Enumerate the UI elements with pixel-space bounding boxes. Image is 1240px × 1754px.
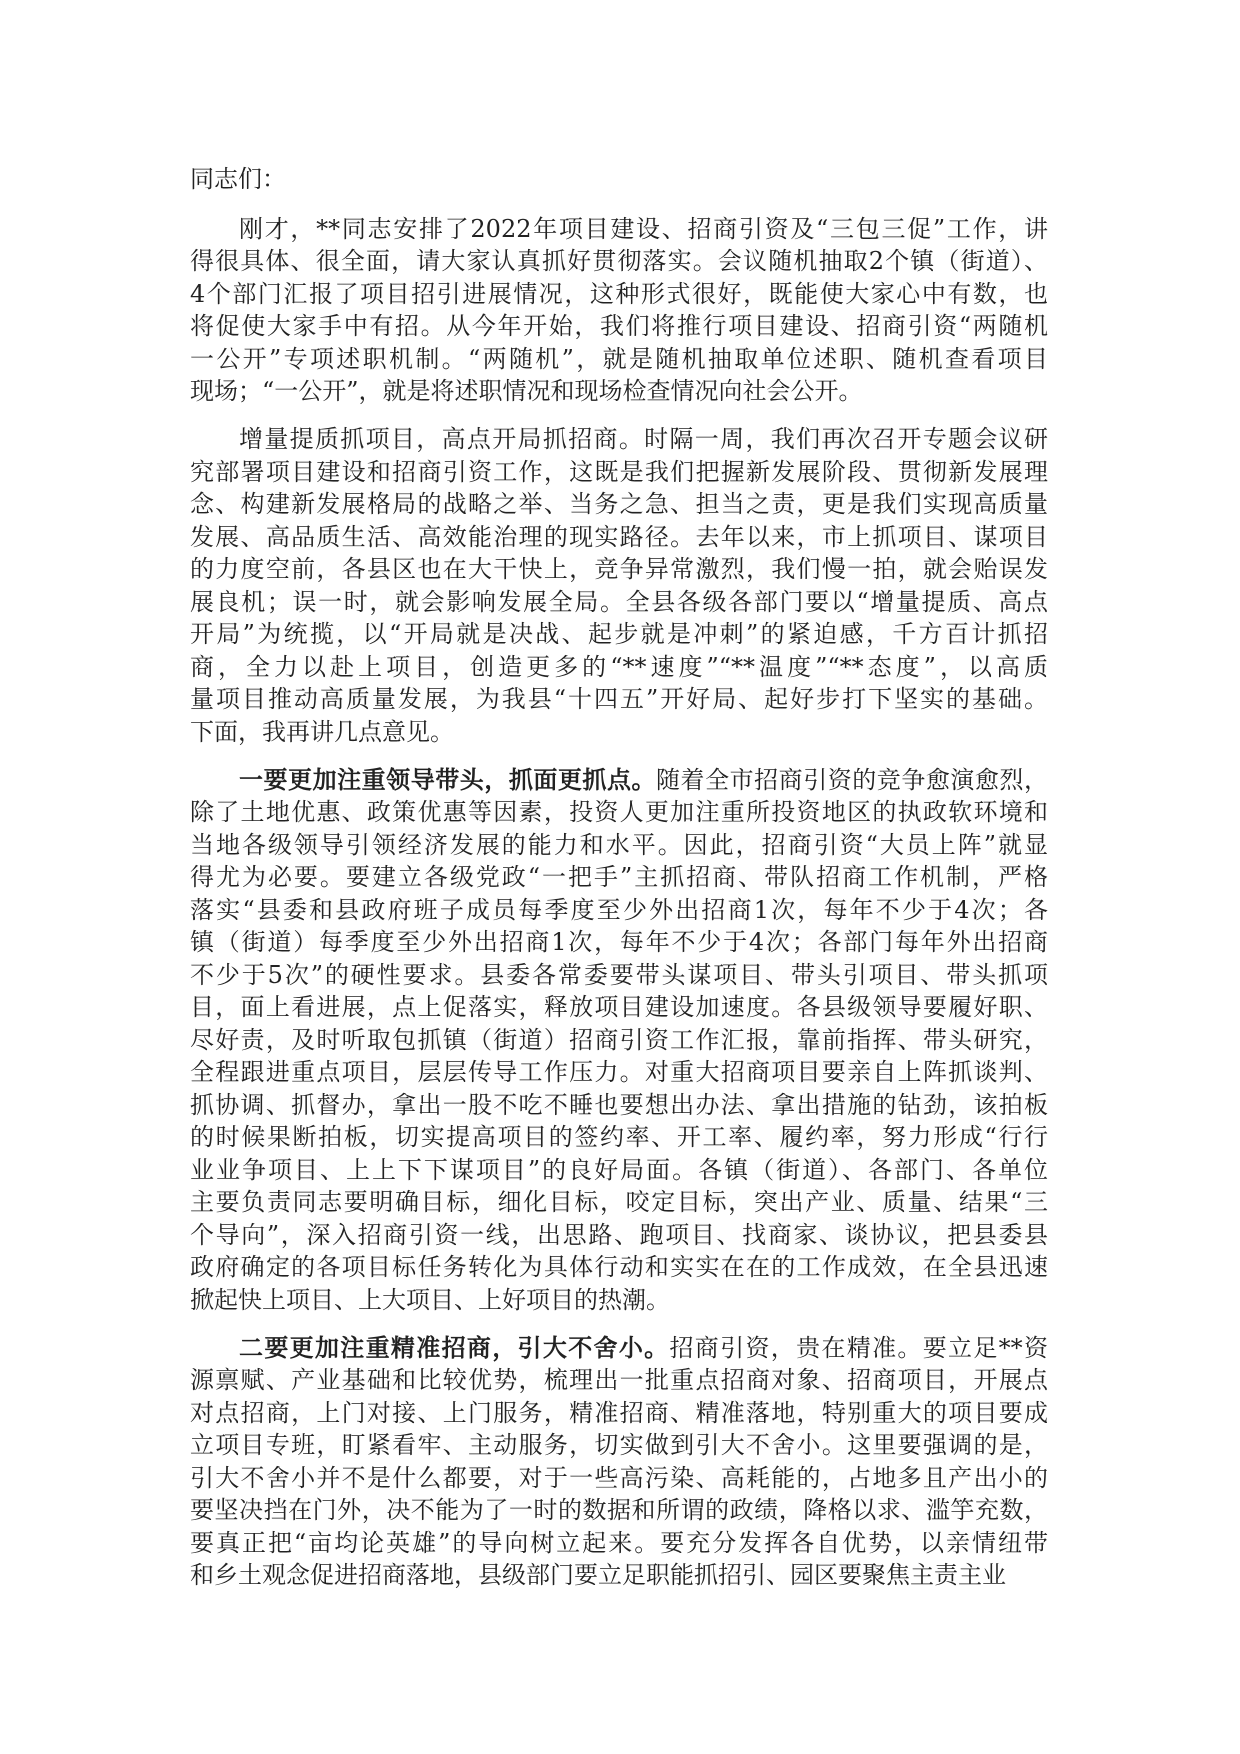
line-text: 的时候果断拍板，切实提高项目的签约率、开工率、履约率，努力形成“行行 bbox=[190, 1123, 1048, 1151]
line-text: 得尤为必要。要建立各级党政“一把手”主抓招商、带队招商工作机制，严格 bbox=[190, 863, 1048, 891]
text-line bbox=[190, 764, 1048, 797]
text-line bbox=[190, 1494, 1048, 1527]
text-line bbox=[190, 1154, 1048, 1187]
line-text: 开局”为统揽，以“开局就是决战、起步就是冲刺”的紧迫感，千方百计抓招 bbox=[190, 620, 1048, 648]
line-text: 招商引资，贵在精准。要立足**资 bbox=[669, 1333, 1048, 1362]
line-text: 主要负责同志要明确目标，细化目标，咬定目标，突出产业、质量、结果“三 bbox=[190, 1188, 1048, 1216]
line-text: 现场；“一公开”，就是将述职情况和现场检查情况向社会公开。 bbox=[190, 377, 863, 405]
text-line bbox=[190, 488, 1048, 521]
line-text: 下面，我再讲几点意见。 bbox=[190, 717, 454, 746]
paragraph-heading: 二要更加注重精准招商，引大不舍小。 bbox=[239, 1332, 670, 1362]
text-line bbox=[190, 1186, 1048, 1219]
line-text: 随着全市招商引资的竞争愈演愈烈， bbox=[656, 765, 1048, 794]
text-line bbox=[190, 1332, 1048, 1365]
line-text: 不少于5次”的硬性要求。县委各常委要带头谋项目、带头引项目、带头抓项 bbox=[190, 960, 1048, 989]
line-text: 落实“县委和县政府班子成员每季度至少外出招商1次，每年不少于4次；各 bbox=[190, 895, 1048, 924]
text-line bbox=[190, 1056, 1048, 1089]
text-line bbox=[190, 829, 1048, 862]
text-line bbox=[190, 456, 1048, 489]
text-line bbox=[190, 213, 1048, 246]
text-line bbox=[190, 716, 1048, 749]
text-line bbox=[190, 991, 1048, 1024]
line-text: 增量提质抓项目，高点开局抓招商。时隔一周，我们再次召开专题会议研 bbox=[239, 425, 1048, 453]
line-text: 得很具体、很全面，请大家认真抓好贯彻落实。会议随机抽取2个镇（街道）、 bbox=[190, 247, 1048, 275]
salutation: 同志们： bbox=[190, 165, 286, 193]
line-text: 业业争项目、上上下下谋项目”的良好局面。各镇（街道）、各部门、各单位 bbox=[190, 1155, 1048, 1184]
text-line bbox=[190, 1219, 1048, 1252]
document-body bbox=[190, 213, 1048, 1592]
text-line bbox=[190, 1089, 1048, 1122]
line-text: 尽好责，及时听取包抓镇（街道）招商引资工作汇报，靠前指挥、带头研究， bbox=[190, 1025, 1048, 1054]
line-text: 对点招商，上门对接、上门服务，精准招商、精准落地，特别重大的项目要成 bbox=[190, 1398, 1048, 1427]
line-text: 全程跟进重点项目，层层传导工作压力。对重大招商项目要亲自上阵抓谈判、 bbox=[190, 1058, 1048, 1086]
text-line bbox=[190, 651, 1048, 684]
text-line bbox=[190, 683, 1048, 716]
text-line bbox=[190, 1462, 1048, 1495]
line-text: 发展、高品质生活、高效能治理的现实路径。去年以来，市上抓项目、谋项目 bbox=[190, 522, 1048, 551]
line-text: 展良机；误一时，就会影响发展全局。全县各级各部门要以“增量提质、高点 bbox=[190, 587, 1048, 616]
text-line bbox=[190, 926, 1048, 959]
line-text: 源禀赋、产业基础和比较优势，梳理出一批重点招商对象、招商项目，开展点 bbox=[190, 1366, 1048, 1394]
text-line bbox=[190, 1284, 1048, 1317]
text-line bbox=[190, 521, 1048, 554]
text-line bbox=[190, 894, 1048, 927]
line-text: 刚才，**同志安排了2022年项目建设、招商引资及“三包三促”工作，讲 bbox=[239, 214, 1048, 243]
line-text: 要真正把“亩均论英雄”的导向树立起来。要充分发挥各自优势，以亲情纽带 bbox=[190, 1528, 1048, 1557]
text-line bbox=[190, 1559, 1048, 1592]
line-text: 要坚决挡在门外，决不能为了一时的数据和所谓的政绩，降格以求、滥竽充数， bbox=[190, 1496, 1048, 1524]
text-line bbox=[190, 343, 1048, 376]
text-line bbox=[190, 245, 1048, 278]
text-line bbox=[190, 586, 1048, 619]
paragraph-3 bbox=[190, 764, 1048, 1317]
text-line bbox=[190, 1397, 1048, 1430]
line-text: 的力度空前，各县区也在大干快上，竞争异常激烈，我们慢一拍，就会贻误发 bbox=[190, 555, 1048, 583]
line-text: 引大不舍小并不是什么都要，对于一些高污染、高耗能的，占地多且产出小的 bbox=[190, 1463, 1048, 1492]
line-text: 个导向”，深入招商引资一线，出思路、跑项目、找商家、谈协议，把县委县 bbox=[190, 1220, 1048, 1249]
line-text: 念、构建新发展格局的战略之举、当务之急、担当之责，更是我们实现高质量 bbox=[190, 490, 1048, 518]
document-page bbox=[190, 163, 1048, 1607]
text-line bbox=[190, 310, 1048, 343]
line-text: 掀起快上项目、上大项目、上好项目的热潮。 bbox=[190, 1285, 670, 1314]
line-text: 立项目专班，盯紧看牢、主动服务，切实做到引大不舍小。这里要强调的是， bbox=[190, 1431, 1048, 1459]
text-line bbox=[190, 278, 1048, 311]
paragraph-4 bbox=[190, 1332, 1048, 1592]
line-text: 量项目推动高质量发展，为我县“十四五”开好局、起好步打下坚实的基础。 bbox=[190, 685, 1048, 713]
line-text: 政府确定的各项目标任务转化为具体行动和实实在在的工作成效，在全县迅速 bbox=[190, 1253, 1048, 1281]
text-line bbox=[190, 375, 1048, 408]
line-text: 除了土地优惠、政策优惠等因素，投资人更加注重所投资地区的执政软环境和 bbox=[190, 798, 1048, 826]
text-line bbox=[190, 618, 1048, 651]
line-text: 4个部门汇报了项目招引进展情况，这种形式很好，既能使大家心中有数，也 bbox=[190, 279, 1048, 308]
text-line bbox=[190, 796, 1048, 829]
line-text: 将促使大家手中有招。从今年开始，我们将推行项目建设、招商引资“两随机 bbox=[190, 312, 1048, 340]
line-text: 目，面上看进展，点上促落实，释放项目建设加速度。各县级领导要履好职、 bbox=[190, 993, 1048, 1021]
text-line bbox=[190, 423, 1048, 456]
paragraph-heading: 一要更加注重领导带头，抓面更抓点。 bbox=[239, 764, 657, 794]
text-line bbox=[190, 553, 1048, 586]
line-text: 和乡土观念促进招商落地，县级部门要立足职能抓招引、园区要聚焦主责主业 bbox=[190, 1561, 1006, 1589]
line-text: 一公开”专项述职机制。“两随机”，就是随机抽取单位述职、随机查看项目 bbox=[190, 344, 1048, 373]
line-text: 抓协调、抓督办，拿出一股不吃不睡也要想出办法、拿出措施的钻劲，该拍板 bbox=[190, 1090, 1048, 1119]
text-line bbox=[190, 1364, 1048, 1397]
text-line bbox=[190, 959, 1048, 992]
text-line bbox=[190, 1527, 1048, 1560]
line-text: 当地各级领导引领经济发展的能力和水平。因此，招商引资“大员上阵”就显 bbox=[190, 830, 1048, 859]
line-text: 商，全力以赴上项目，创造更多的“**速度”“**温度”“**态度”，以高质 bbox=[190, 652, 1048, 681]
text-line bbox=[190, 1121, 1048, 1154]
text-line bbox=[190, 861, 1048, 894]
line-text: 镇（街道）每季度至少外出招商1次，每年不少于4次；各部门每年外出招商 bbox=[190, 928, 1048, 956]
text-line bbox=[190, 1251, 1048, 1284]
text-line bbox=[190, 1429, 1048, 1462]
line-text: 究部署项目建设和招商引资工作，这既是我们把握新发展阶段、贯彻新发展理 bbox=[190, 457, 1048, 486]
paragraph-2 bbox=[190, 423, 1048, 748]
text-line bbox=[190, 1024, 1048, 1057]
paragraph-1 bbox=[190, 213, 1048, 408]
